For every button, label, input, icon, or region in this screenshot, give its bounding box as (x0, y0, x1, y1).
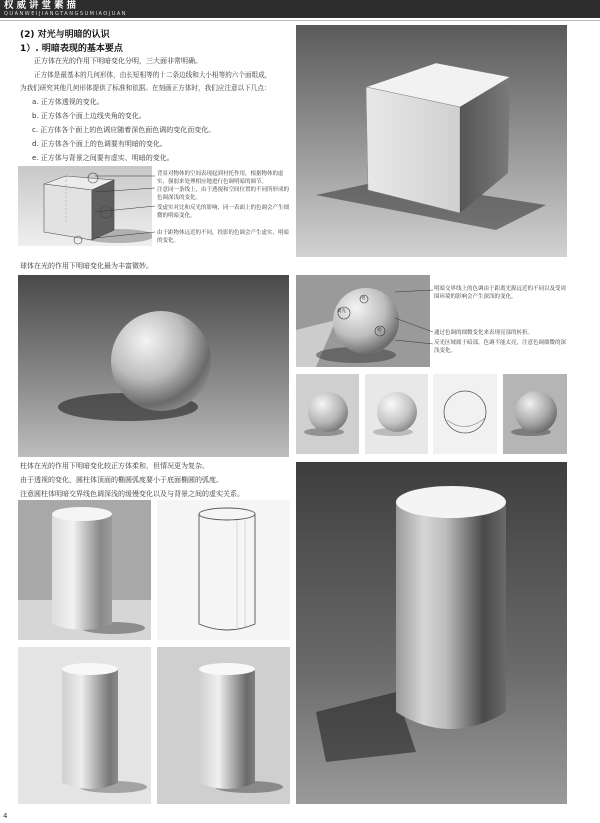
label-dark: 暗 (377, 328, 382, 333)
intro-p1: 正方体在光的作用下明暗变化分明，三大面非常明确。 (34, 57, 202, 65)
sphere-step-1 (296, 374, 359, 454)
cube-leader-lines (95, 172, 157, 242)
cylinder-caption-2: 由于透视的变化，圆柱体顶面的椭圆弧度要小于底面椭圆的弧度。 (20, 476, 223, 484)
cylinder-step-4 (157, 647, 290, 804)
label-highlight: 高光 (337, 309, 346, 314)
sphere-drawing (18, 275, 289, 457)
cube-drawing (296, 25, 567, 257)
sphere-note-3: 反光区域属于暗部，色调不能太亮，注意色调细微的深浅变化。 (434, 340, 567, 354)
sphere-step-4 (503, 374, 567, 454)
cube-note-3: 受虚实对比和反光的影响，同一表面上的色调会产生细微的明暗变化。 (157, 205, 290, 219)
cylinder-step-1 (18, 500, 151, 640)
section-title: (2) 对光与明暗的认识 (20, 30, 110, 40)
sphere-leader-lines (395, 288, 435, 348)
page-number: 4 (3, 812, 8, 820)
cube-note-4: 由于距物体远近的不同，投影的色调会产生虚实、明暗的变化。 (157, 230, 290, 244)
cylinder-drawing (296, 462, 567, 804)
section-subtitle: 1）. 明暗表现的基本要点 (20, 44, 123, 54)
sphere-step-3 (433, 374, 497, 454)
cylinder-step-3 (18, 647, 151, 804)
point-b: b. 正方体各个面上边线夹角的变化。 (32, 112, 146, 120)
header-divider (0, 20, 600, 21)
point-a: a. 正方体透视的变化。 (32, 98, 104, 106)
sphere-note-1: 明暗交界线上的色调由于距离光源远近的不同以及受周围环境的影响会产生深浅的变化。 (434, 286, 567, 300)
cylinder-caption-1: 柱体在光的作用下明暗变化较正方体柔和，但情况更为复杂。 (20, 462, 209, 470)
cylinder-caption-3: 注意圆柱体明暗交界线色调深浅的缓慢变化以及与背景之间的虚实关系。 (20, 490, 244, 498)
label-light: 亮 (361, 296, 366, 301)
point-d: d. 正方体各个面上的色调要有明暗的变化。 (32, 140, 167, 148)
series-title: 权威讲堂素描 (4, 0, 80, 11)
sphere-step-2 (365, 374, 428, 454)
cube-note-2: 注意同一条线上，由于透视和空间位置的不同所形成的色调深浅的变化。 (157, 187, 290, 201)
point-c: c. 正方体各个面上的色调应随着深色面色调的变化而变化。 (32, 126, 216, 134)
point-e: e. 正方体与背景之间要有虚实、明暗的变化。 (32, 154, 174, 162)
intro-p2b: 为我们研究其他几何形体提供了标准和依据。在刻画正方体时，我们应注意以下几点： (20, 84, 271, 92)
cube-note-1: 背景对物体的空间表现起到衬托作用，根据物体的虚实、强弱来处理相应地进行色调明暗的调节。 (157, 171, 284, 185)
sphere-note-2: 通过色调的细微变化来表现亮部的转折。 (434, 330, 534, 336)
cylinder-step-2 (157, 500, 290, 640)
series-pinyin: QUANWEIJIANGTANGSUMIAOJUAN (4, 11, 128, 17)
intro-p2a: 正方体是最基本的几何形体，由长短相等的十二条边线和大小相等的六个面组成， (34, 71, 272, 79)
sphere-caption: 球体在光的作用下明暗变化最为丰富微妙。 (20, 262, 153, 270)
